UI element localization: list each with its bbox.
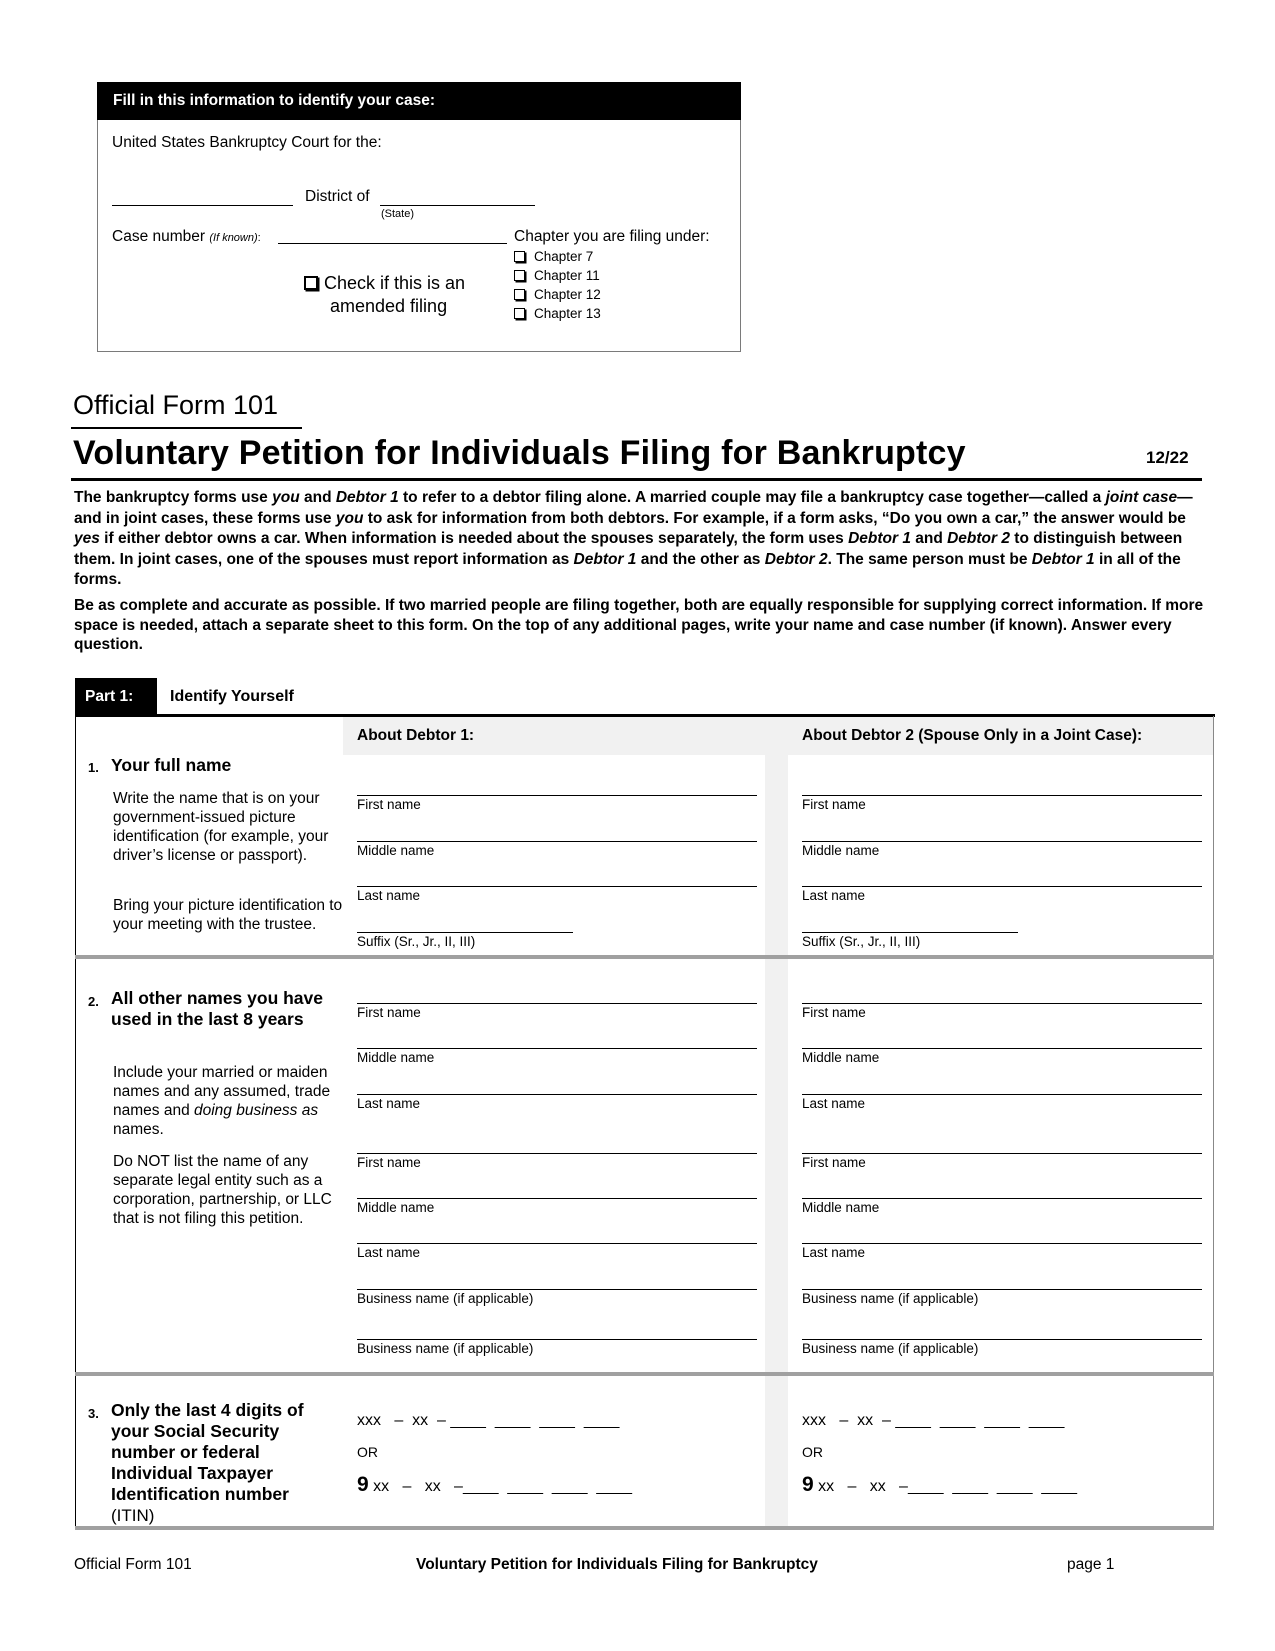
- chapter-7-option[interactable]: [514, 249, 593, 264]
- q3-title-suffix: (ITIN): [111, 1506, 155, 1525]
- intro-paragraph-2: Be as complete and accurate as possible. If two married people are filing together, both are equally responsible for supplying correct information. If more space is needed, attach a separate sheet to this form. On the top of any additional pages, write your name and case number (if known). Answer every question.: [74, 597, 1204, 653]
- d2-suffix-field[interactable]: [802, 932, 1018, 933]
- case-number-colon: :: [257, 232, 261, 244]
- case-box-header: Fill in this information to identify your case:: [97, 82, 741, 120]
- chapter-13-option[interactable]: [514, 306, 601, 321]
- d2-other-name-label-1: First name: [802, 1005, 866, 1020]
- court-name-field[interactable]: [112, 205, 293, 206]
- intro-p1-segment: Debtor 2: [764, 550, 828, 568]
- q2-instructions: [113, 1063, 338, 1139]
- column-gutter: [765, 755, 788, 1529]
- intro-p1-segment: Debtor 1: [848, 530, 911, 547]
- intro-p1-segment: Debtor 1: [573, 550, 637, 568]
- d2-other-name-field-2[interactable]: [802, 1048, 1202, 1049]
- q2-title: All other names you have used in the last 8 years: [111, 988, 324, 1029]
- divider: [71, 478, 1202, 481]
- intro-p1-segment: in all of the forms.: [74, 550, 1181, 588]
- case-number-text: Case number: [112, 228, 206, 245]
- district-label: District of: [305, 188, 370, 205]
- amended-filing-option[interactable]: [304, 273, 465, 294]
- intro-p1-segment: and the other as: [636, 550, 765, 568]
- case-number-field[interactable]: [278, 243, 507, 244]
- d2-ssn-field[interactable]: xxx – xx – ____ ____ ____ ____: [802, 1412, 1065, 1429]
- d1-itin-line: xx – xx –____ ____ ____ ____: [368, 1478, 632, 1495]
- d2-other-name-label-8: Business name (if applicable): [802, 1341, 979, 1356]
- intro-p1-segment: Debtor 1: [335, 489, 399, 506]
- q1-instructions: Write the name that is on your government-issued picture identification (for example, your driver’s license or passport).: [113, 790, 329, 864]
- q2-number: 2.: [88, 994, 99, 1009]
- d2-other-name-field-4[interactable]: [802, 1153, 1202, 1154]
- intro-p1-segment: . The same person must be: [827, 550, 1032, 568]
- chapter-13-label: Chapter 13: [534, 306, 601, 321]
- chapter-12-label: Chapter 12: [534, 287, 601, 302]
- d1-other-name-label-6: Last name: [357, 1245, 421, 1260]
- d1-other-name-field-7[interactable]: [357, 1289, 757, 1290]
- d1-ssn-field[interactable]: xxx – xx – ____ ____ ____ ____: [357, 1412, 620, 1429]
- d2-suffix-label: Suffix (Sr., Jr., II, III): [802, 934, 921, 949]
- part-title: Identify Yourself: [170, 688, 294, 705]
- q3-title: Only the last 4 digits of your Social Security number or federal Individual Taxpayer Identification number: [111, 1400, 304, 1504]
- footer-title: Voluntary Petition for Individuals Filing for Bankruptcy: [416, 1556, 818, 1573]
- d1-last-name-field[interactable]: [357, 886, 757, 887]
- d1-itin-prefix: 9: [357, 1473, 369, 1496]
- d1-other-name-field-5[interactable]: [357, 1198, 757, 1199]
- d2-or-label: OR: [802, 1444, 823, 1460]
- d2-other-name-field-6[interactable]: [802, 1243, 1202, 1244]
- d1-other-name-label-5: Middle name: [357, 1200, 435, 1215]
- q2-text-italic: doing business as: [194, 1102, 319, 1119]
- part-label: Part 1:: [75, 678, 157, 716]
- case-number-hint: (If known): [209, 232, 258, 244]
- d2-itin-line: xx – xx –____ ____ ____ ____: [813, 1478, 1077, 1495]
- d1-other-name-field-6[interactable]: [357, 1243, 757, 1244]
- d1-suffix-field[interactable]: [357, 932, 573, 933]
- d2-other-name-field-5[interactable]: [802, 1198, 1202, 1199]
- intro-p1-segment: yes: [74, 530, 100, 547]
- table-border: [75, 716, 76, 1529]
- d2-first-name-label: First name: [802, 797, 866, 812]
- d1-middle-name-label: Middle name: [357, 843, 435, 858]
- d1-itin-field[interactable]: [357, 1473, 632, 1497]
- intro-p1-segment: The bankruptcy forms use: [74, 489, 273, 506]
- footer-page-number: page 1: [1067, 1556, 1115, 1573]
- intro-p1-segment: Debtor 1: [1031, 550, 1095, 568]
- amended-filing-checkbox[interactable]: [304, 276, 318, 290]
- d1-first-name-label: First name: [357, 797, 421, 812]
- chapter-11-label: Chapter 11: [534, 268, 600, 283]
- d1-other-name-field-8[interactable]: [357, 1339, 757, 1340]
- chapter-11-checkbox[interactable]: [514, 270, 525, 281]
- d2-middle-name-label: Middle name: [802, 843, 880, 858]
- official-form-label: Official Form 101: [73, 390, 279, 420]
- d2-other-name-label-6: Last name: [802, 1245, 866, 1260]
- d1-other-name-field-3[interactable]: [357, 1094, 757, 1095]
- chapter-11-option[interactable]: [514, 268, 600, 283]
- d1-last-name-label: Last name: [357, 888, 421, 903]
- court-label: United States Bankruptcy Court for the:: [112, 134, 382, 151]
- d1-other-name-label-4: First name: [357, 1155, 421, 1170]
- d2-other-name-label-3: Last name: [802, 1096, 866, 1111]
- d1-other-name-label-2: Middle name: [357, 1050, 435, 1065]
- d2-first-name-field[interactable]: [802, 795, 1202, 796]
- q2-instructions-2: Do NOT list the name of any separate legal entity such as a corporation, partnership, or LLC that is not filing this petition.: [113, 1153, 332, 1227]
- d1-middle-name-field[interactable]: [357, 841, 757, 842]
- q1-number: 1.: [88, 760, 99, 775]
- chapter-12-option[interactable]: [514, 287, 601, 302]
- d2-other-name-field-3[interactable]: [802, 1094, 1202, 1095]
- d2-last-name-field[interactable]: [802, 886, 1202, 887]
- d2-last-name-label: Last name: [802, 888, 866, 903]
- chapter-12-checkbox[interactable]: [514, 289, 525, 300]
- chapter-7-label: Chapter 7: [534, 249, 594, 264]
- q1-instructions-2: Bring your picture identification to your meeting with the trustee.: [113, 897, 343, 933]
- district-state-field[interactable]: [380, 205, 535, 206]
- intro-p1-segment: joint case: [1105, 489, 1178, 506]
- intro-p1-segment: to distinguish between them. In joint cases, one of the spouses must report information as: [74, 530, 1183, 568]
- amended-line-2: amended filing: [330, 296, 448, 316]
- intro-p1-segment: and: [910, 530, 948, 547]
- d1-other-name-label-3: Last name: [357, 1096, 421, 1111]
- section-divider: [75, 1372, 1214, 1376]
- d1-other-name-field-2[interactable]: [357, 1048, 757, 1049]
- revision-date: 12/22: [1146, 448, 1189, 467]
- q2-text-a: Include your married or maiden names and any assumed, trade names and: [113, 1064, 331, 1119]
- d2-other-name-field-7[interactable]: [802, 1289, 1202, 1290]
- d2-other-name-label-7: Business name (if applicable): [802, 1291, 979, 1306]
- d2-other-name-field-8[interactable]: [802, 1339, 1202, 1340]
- intro-p1-segment: you: [335, 509, 364, 527]
- d1-or-label: OR: [357, 1444, 378, 1460]
- section-divider: [75, 955, 1214, 959]
- state-hint: (State): [381, 208, 415, 220]
- amended-line-1: Check if this is an: [324, 273, 466, 293]
- d1-suffix-label: Suffix (Sr., Jr., II, III): [357, 934, 476, 949]
- intro-paragraph-1: [74, 488, 1214, 591]
- debtor-2-header: About Debtor 2 (Spouse Only in a Joint Case):: [802, 727, 1143, 744]
- d2-other-name-field-1[interactable]: [802, 1003, 1202, 1004]
- d1-other-name-field-1[interactable]: [357, 1003, 757, 1004]
- q3-number: 3.: [88, 1406, 99, 1421]
- d1-other-name-label-1: First name: [357, 1005, 421, 1020]
- intro-p1-segment: if either debtor owns a car. When information is needed about the spouses separately, the form uses: [99, 530, 849, 547]
- intro-p1-segment: Debtor 2: [947, 530, 1010, 547]
- q1-title: Your full name: [111, 755, 232, 775]
- d2-itin-field[interactable]: [802, 1473, 1077, 1497]
- d2-other-name-label-4: First name: [802, 1155, 866, 1170]
- chapter-label: Chapter you are filing under:: [514, 228, 710, 245]
- divider: [71, 427, 302, 429]
- d1-other-name-field-4[interactable]: [357, 1153, 757, 1154]
- intro-p1-segment: —and in joint cases, these forms use: [74, 489, 1193, 527]
- q2-text-b: names.: [113, 1121, 164, 1138]
- intro-p1-segment: you: [272, 489, 300, 506]
- d2-itin-prefix: 9: [802, 1473, 814, 1496]
- intro-p1-segment: to ask for information from both debtors. For example, if a form asks, “Do you own a car,” the answer would be: [363, 509, 1186, 527]
- d2-middle-name-field[interactable]: [802, 841, 1202, 842]
- d2-other-name-label-5: Middle name: [802, 1200, 880, 1215]
- footer-form-name: Official Form 101: [74, 1556, 192, 1573]
- chapter-7-checkbox[interactable]: [514, 251, 525, 262]
- section-divider: [75, 1526, 1214, 1530]
- d2-other-name-label-2: Middle name: [802, 1050, 880, 1065]
- d1-other-name-label-8: Business name (if applicable): [357, 1341, 534, 1356]
- page-title: Voluntary Petition for Individuals Filing for Bankruptcy: [73, 434, 966, 472]
- chapter-13-checkbox[interactable]: [514, 308, 525, 319]
- case-number-label: [112, 228, 261, 246]
- intro-p1-segment: to refer to a debtor filing alone. A married couple may file a bankruptcy case together—called a: [398, 489, 1106, 506]
- d1-other-name-label-7: Business name (if applicable): [357, 1291, 534, 1306]
- debtor-1-header: About Debtor 1:: [357, 727, 475, 744]
- intro-p1-segment: and: [299, 489, 336, 506]
- table-border: [1213, 716, 1214, 1529]
- d1-first-name-field[interactable]: [357, 795, 757, 796]
